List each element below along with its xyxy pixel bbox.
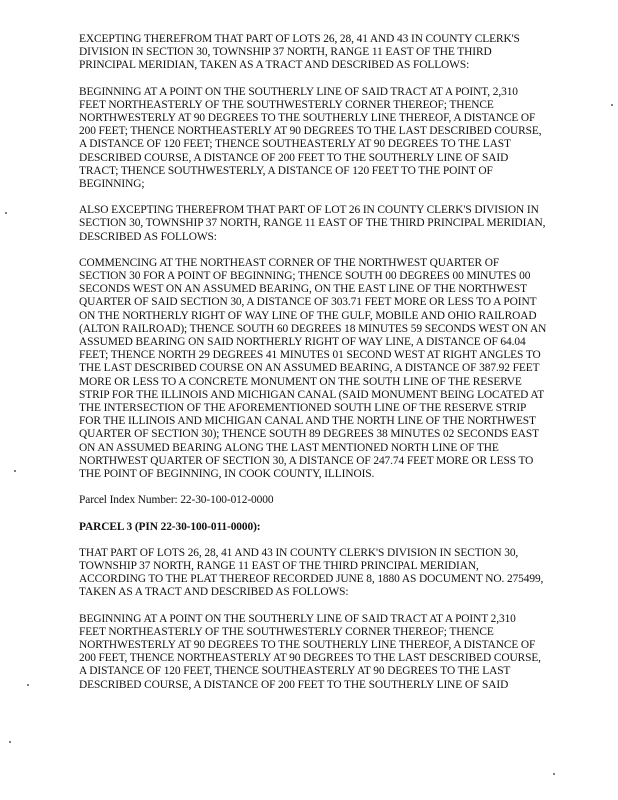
paragraph-excepting-lots: EXCEPTING THEREFROM THAT PART OF LOTS 26, 28, 41 AND 43 IN COUNTY CLERK'S DIVISION IN SECTION 30, TOWNSHIP 37 NORTH, RANGE 11 EAST OF THE THIRD PRINCIPAL MERIDIAN, TAKEN AS A TRACT AND DESCRIBED AS FOLLOWS: [79,33,520,72]
scan-speck [9,741,11,743]
parcel-3-heading: PARCEL 3 (PIN 22-30-100-011-0000): [79,520,261,533]
paragraph-also-excepting-lot-26: ALSO EXCEPTING THEREFROM THAT PART OF LOT 26 IN COUNTY CLERK'S DIVISION IN SECTION 30, TOWNSHIP 37 NORTH, RANGE 11 EAST OF THE THIRD PRINCIPAL MERIDIAN, DESCRIBED AS FOLLOWS: [79,204,546,243]
paragraph-parcel-3-beginning: BEGINNING AT A POINT ON THE SOUTHERLY LINE OF SAID TRACT AT A POINT 2,310 FEET NORTHEASTERLY OF THE SOUTHWESTERLY CORNER THEREOF; THENCE NORTHWESTERLY AT 90 DEGREES TO THE SOUTHERLY LINE THEREOF, A DISTANCE OF 200 FEET, THENCE NORTHEASTERLY AT 90 DEGREES TO THE LAST DESCRIBED COURSE, A DISTANCE OF 120 FEET, THENCE SOUTHEASTERLY AT 90 DEGREES TO THE LAST DESCRIBED COURSE, A DISTANCE OF 200 FEET TO THE SOUTHERLY LINE OF SAID [79,612,541,691]
parcel-index-number: Parcel Index Number: 22-30-100-012-0000 [79,494,274,507]
scan-speck [27,684,29,686]
paragraph-parcel-3-lots: THAT PART OF LOTS 26, 28, 41 AND 43 IN COUNTY CLERK'S DIVISION IN SECTION 30, TOWNSHIP 37 NORTH, RANGE 11 EAST OF THE THIRD PRINCIPAL MERIDIAN, ACCORDING TO THE PLAT THEREOF RECORDED JUNE 8, 1880 AS DOCUMENT NO. 275499, TAKEN AS A TRACT AND DESCRIBED AS FOLLOWS: [79,546,544,599]
paragraph-commencing-northeast-corner: COMMENCING AT THE NORTHEAST CORNER OF THE NORTHWEST QUARTER OF SECTION 30 FOR A POINT OF BEGINNING; THENCE SOUTH 00 DEGREES 00 MINUTES 00 SECONDS WEST ON AN ASSUMED BEARING, ON THE EAST LINE OF THE NORTHWEST QUARTER OF SAID SECTION 30, A DISTANCE OF 303.71 FEET MORE OR LESS TO A POINT ON THE NORTHERLY RIGHT OF WAY LINE OF THE GULF, MOBILE AND OHIO RAILROAD (ALTON RAILROAD); THENCE SOUTH 60 DEGREES 18 MINUTES 59 SECONDS WEST ON AN ASSUMED BEARING ON SAID NORTHERLY RIGHT OF WAY LINE, A DISTANCE OF 64.04 FEET; THENCE NORTH 29 DEGREES 41 MINUTES 01 SECOND WEST AT RIGHT ANGLES TO THE LAST DESCRIBED COURSE ON AN ASSUMED BEARING, A DISTANCE OF 387.92 FEET MORE OR LESS TO A CONCRETE MONUMENT ON THE SOUTH LINE OF THE RESERVE STRIP FOR THE ILLINOIS AND MICHIGAN CANAL (SAID MONUMENT BEING LOCATED AT THE INTERSECTION OF THE AFOREMENTIONED SOUTH LINE OF THE RESERVE STRIP FOR THE ILLINOIS AND MICHIGAN CANAL AND THE NORTH LINE OF THE NORTHWEST QUARTER OF SECTION 30); THENCE SOUTH 89 DEGREES 38 MINUTES 02 SECONDS EAST ON AN ASSUMED BEARING ALONG THE LAST MENTIONED NORTH LINE OF THE NORTHWEST QUARTER OF SECTION 30, A DISTANCE OF 247.74 FEET MORE OR LESS TO THE POINT OF BEGINNING, IN COOK COUNTY, ILLINOIS. [79,256,547,481]
scan-speck [611,104,613,106]
scan-speck [5,212,7,214]
scan-speck [14,470,16,472]
paragraph-beginning-point: BEGINNING AT A POINT ON THE SOUTHERLY LINE OF SAID TRACT AT A POINT, 2,310 FEET NORTHEASTERLY OF THE SOUTHWESTERLY CORNER THEREOF; THENCE NORTHWESTERLY AT 90 DEGREES TO THE SOUTHERLY LINE THEREOF, A DISTANCE OF 200 FEET; THENCE NORTHEASTERLY AT 90 DEGREES TO THE LAST DESCRIBED COURSE, A DISTANCE OF 120 FEET; THENCE SOUTHEASTERLY AT 90 DEGREES TO THE LAST DESCRIBED COURSE, A DISTANCE OF 200 FEET TO THE SOUTHERLY LINE OF SAID TRACT; THENCE SOUTHWESTERLY, A DISTANCE OF 120 FEET TO THE POINT OF BEGINNING; [79,85,542,191]
document-body [79,33,618,705]
scan-speck [553,773,555,775]
